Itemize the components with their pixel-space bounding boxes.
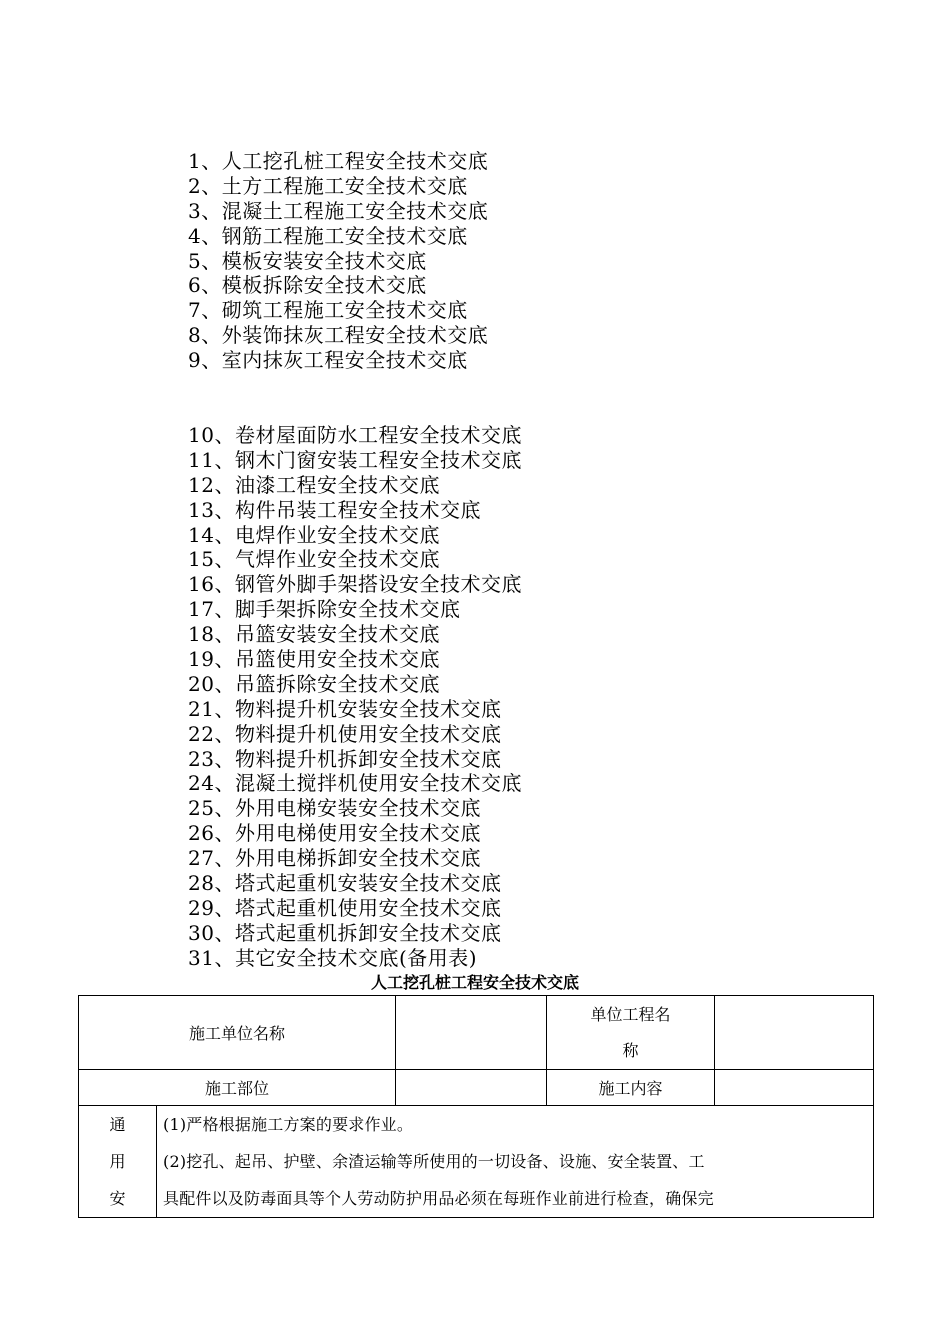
project-name-label-line2: 称 [622, 1040, 639, 1060]
toc-item: 28、塔式起重机安装安全技术交底 [188, 871, 502, 896]
toc-item: 27、外用电梯拆卸安全技术交底 [188, 846, 481, 871]
form-row-site [79, 1070, 874, 1106]
toc-item: 5、模板安装安全技术交底 [188, 248, 427, 273]
toc-item: 1、人工挖孔桩工程安全技术交底 [188, 149, 489, 173]
toc-item: 23、物料提升机拆卸安全技术交底 [188, 746, 502, 771]
toc-item: 26、外用电梯使用安全技术交底 [188, 821, 481, 846]
construction-unit-value[interactable] [396, 996, 547, 1070]
safety-briefing-form [78, 995, 874, 1218]
project-name-label-line1: 单位工程名 [590, 1004, 671, 1024]
toc-item: 7、砌筑工程施工安全技术交底 [188, 298, 468, 323]
side-label-char: 用 [109, 1152, 126, 1171]
body-line: (2)挖孔、起吊、护壁、余渣运输等所使用的一切设备、设施、安全装置、工 [163, 1152, 705, 1171]
general-safety-side-label [79, 1106, 157, 1218]
toc-item: 3、混凝土工程施工安全技术交底 [188, 198, 489, 223]
toc-item: 9、室内抹灰工程安全技术交底 [188, 348, 468, 373]
toc-item: 20、吊篮拆除安全技术交底 [188, 671, 440, 696]
toc-item: 17、脚手架拆除安全技术交底 [188, 597, 461, 622]
body-line: 具配件以及防毒面具等个人劳动防护用品必须在每班作业前进行检查，确保完 [163, 1189, 714, 1208]
form-row-general-safety [79, 1106, 874, 1218]
toc-item: 25、外用电梯安装安全技术交底 [188, 796, 481, 821]
toc-spacer [188, 373, 828, 423]
toc-item: 19、吊篮使用安全技术交底 [188, 647, 440, 672]
construction-content-label: 施工内容 [547, 1070, 715, 1106]
toc-item: 24、混凝土搅拌机使用安全技术交底 [188, 771, 522, 796]
toc-item: 10、卷材屋面防水工程安全技术交底 [188, 423, 522, 448]
side-label-char: 通 [109, 1115, 126, 1134]
side-label-char: 安 [109, 1189, 126, 1208]
form-row-unit [79, 996, 874, 1070]
toc-item: 6、模板拆除安全技术交底 [188, 273, 427, 298]
site-part-value[interactable] [396, 1070, 547, 1106]
body-line: (1)严格根据施工方案的要求作业。 [163, 1115, 414, 1134]
toc-item: 29、塔式起重机使用安全技术交底 [188, 895, 502, 920]
toc-item: 31、其它安全技术交底(备用表) [188, 945, 478, 970]
form-title: 人工挖孔桩工程安全技术交底 [370, 973, 579, 992]
project-name-value[interactable] [715, 996, 874, 1070]
toc-item: 16、钢管外脚手架搭设安全技术交底 [188, 572, 522, 597]
construction-content-value[interactable] [715, 1070, 874, 1106]
toc-item: 21、物料提升机安装安全技术交底 [188, 696, 502, 721]
toc-item: 15、气焊作业安全技术交底 [188, 547, 440, 572]
toc-item: 13、构件吊装工程安全技术交底 [188, 497, 481, 522]
toc-item: 18、吊篮安装安全技术交底 [188, 622, 440, 647]
toc-item: 11、钢木门窗安装工程安全技术交底 [188, 447, 522, 472]
toc-item: 4、钢筋工程施工安全技术交底 [188, 223, 468, 248]
toc-item: 30、塔式起重机拆卸安全技术交底 [188, 920, 502, 945]
general-safety-content [157, 1106, 874, 1218]
toc-item: 14、电焊作业安全技术交底 [188, 522, 440, 547]
toc-item: 22、物料提升机使用安全技术交底 [188, 721, 502, 746]
toc-item: 2、土方工程施工安全技术交底 [188, 173, 468, 198]
construction-unit-label: 施工单位名称 [79, 996, 396, 1070]
toc-item: 12、油漆工程安全技术交底 [188, 472, 440, 497]
table-of-contents [188, 149, 828, 971]
toc-item: 8、外装饰抹灰工程安全技术交底 [188, 323, 489, 348]
project-name-label [547, 996, 715, 1070]
site-part-label: 施工部位 [79, 1070, 396, 1106]
